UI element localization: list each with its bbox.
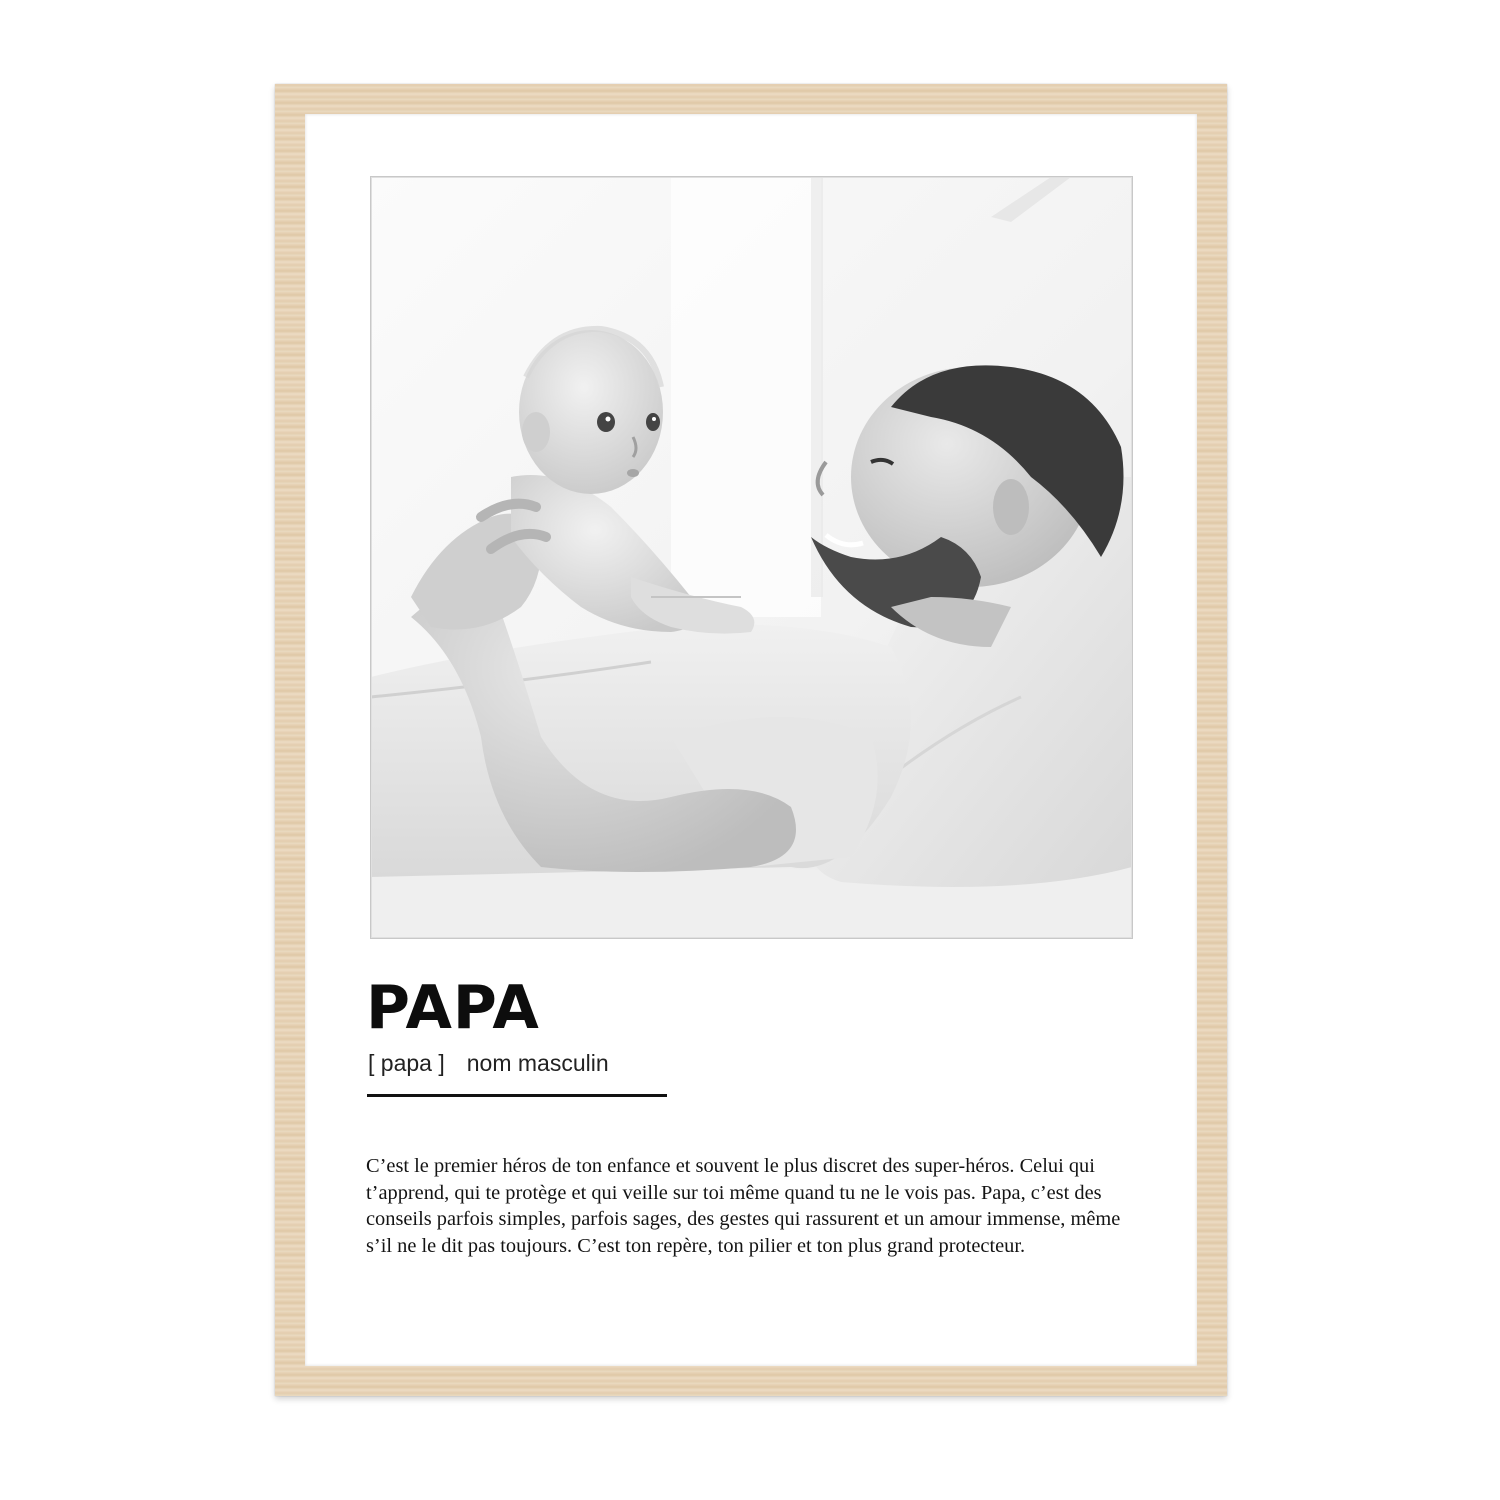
phonetic-text: [ papa ] bbox=[368, 1050, 445, 1076]
divider-line bbox=[367, 1094, 667, 1097]
father-baby-photo bbox=[370, 176, 1133, 939]
word-pronunciation-line bbox=[368, 1047, 609, 1079]
grammar-category: nom masculin bbox=[466, 1050, 609, 1076]
definition-text: C’est le premier héros de ton enfance et souvent le plus discret des super-héros. Celui qui t’apprend, qui te protège et qui veille sur toi même quand tu ne le vois pas. Papa, c’est des conseils parfois simples, parfois sages, des gestes qui rassurent et un amour immense, même s’il ne le dit pas toujours. C’est ton repère, ton pilier et ton plus grand protecteur. bbox=[366, 1155, 1121, 1257]
word-title: PAPA bbox=[366, 973, 540, 1043]
